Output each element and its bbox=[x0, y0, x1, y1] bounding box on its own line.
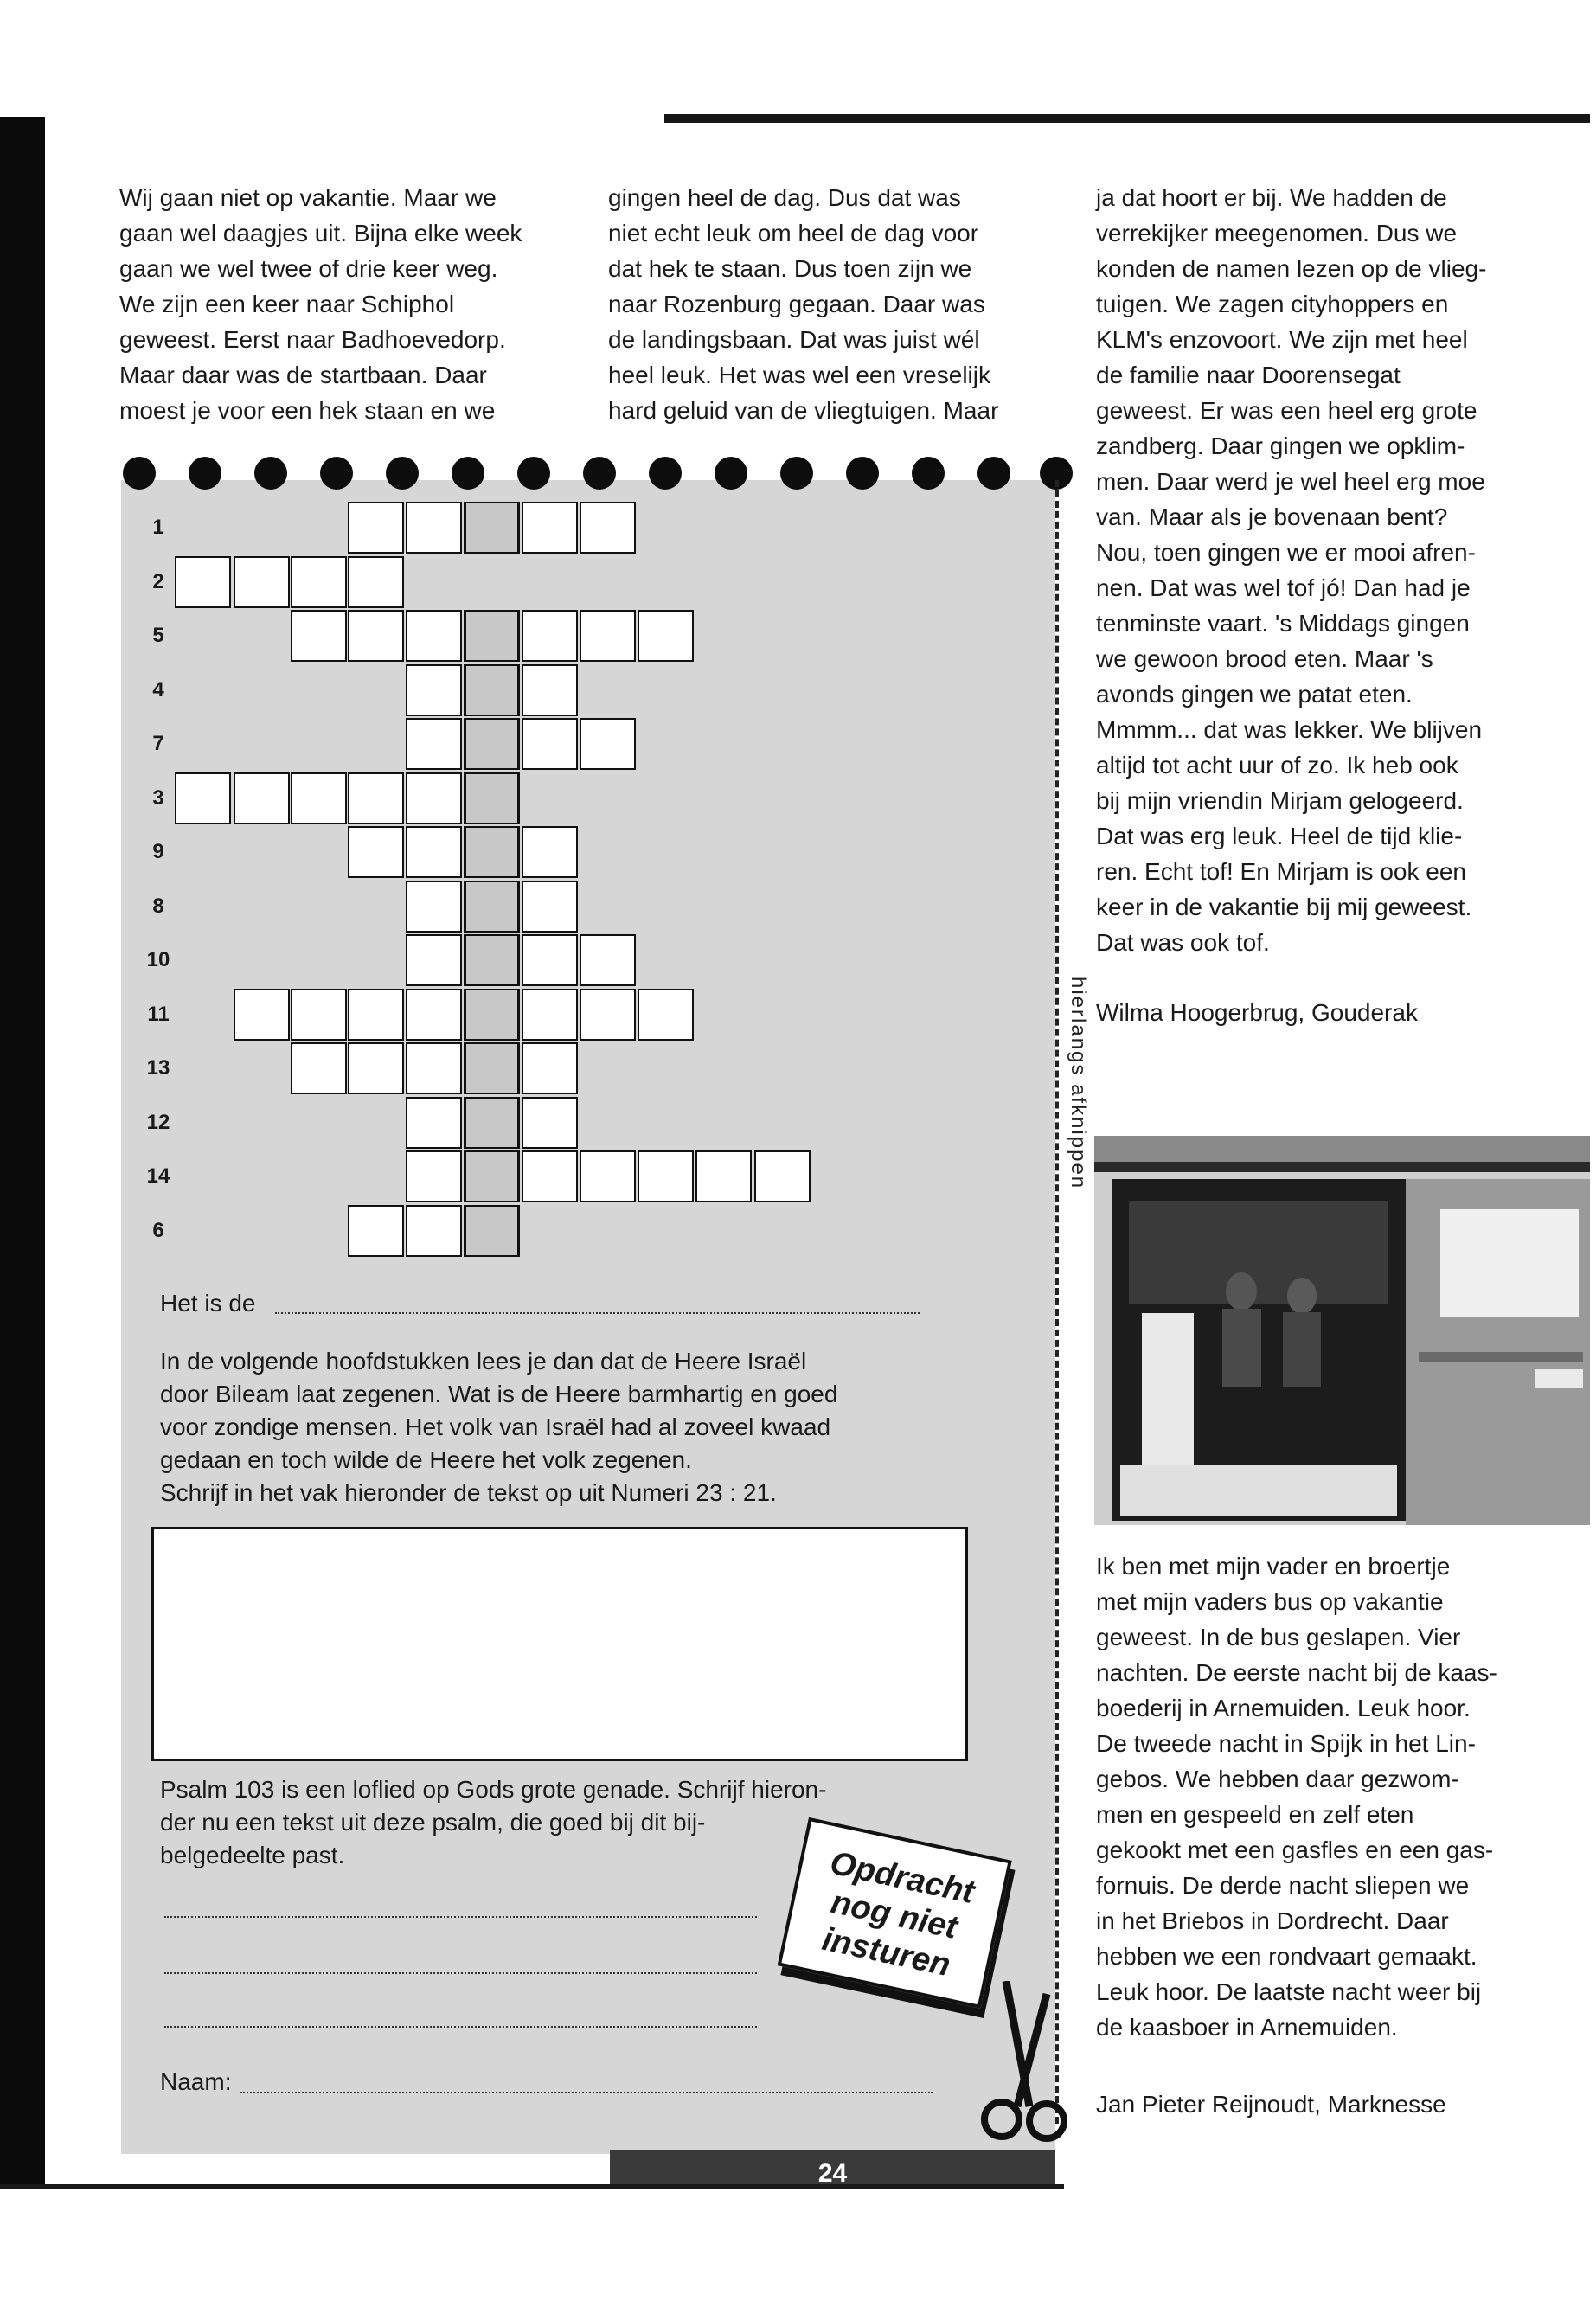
crossword-cell[interactable] bbox=[406, 664, 462, 716]
crossword-cell[interactable] bbox=[580, 502, 636, 554]
photo-van bbox=[1094, 1136, 1590, 1525]
clue-number: 4 bbox=[152, 677, 164, 702]
crossword-cell[interactable] bbox=[175, 772, 231, 824]
crossword-cell[interactable] bbox=[406, 826, 462, 878]
crossword-cell[interactable] bbox=[175, 556, 231, 608]
crossword-cell[interactable] bbox=[522, 934, 578, 986]
crossword-cell[interactable] bbox=[291, 989, 347, 1041]
scissors-icon bbox=[976, 1981, 1071, 2145]
crossword-cell[interactable] bbox=[406, 502, 462, 554]
psalm-line-3[interactable] bbox=[164, 2026, 757, 2028]
instructions-text: In de volgende hoofdstukken lees je dan dat de Heere Israël door Bileam laat zegenen. Wat is de Heere barmhartig en goed voor zondige mensen. Het volk van Israël had al zoveel kwaad gedaan en toch wilde de Heere het volk zegenen. Schrijf in het vak hieronder de tekst op uit Numeri 23 : 21. bbox=[160, 1348, 838, 1506]
signature-jan-pieter: Jan Pieter Reijnoudt, Marknesse bbox=[1096, 2091, 1446, 2118]
crossword-solution-cell[interactable] bbox=[464, 1150, 520, 1202]
crossword-cell[interactable] bbox=[348, 556, 404, 608]
crossword-cell[interactable] bbox=[234, 772, 290, 824]
crossword-cell[interactable] bbox=[522, 610, 578, 662]
crossword-solution-cell[interactable] bbox=[464, 664, 520, 716]
crossword-cell[interactable] bbox=[406, 772, 462, 824]
clue-number: 1 bbox=[152, 516, 164, 539]
clue-number: 10 bbox=[146, 948, 170, 971]
psalm-line-2[interactable] bbox=[164, 1972, 757, 1974]
stamp-do-not-send: Opdracht nog niet insturen bbox=[778, 1817, 1012, 2009]
crossword-cell[interactable] bbox=[406, 881, 462, 933]
clue-number: 7 bbox=[152, 732, 164, 755]
psalm-instructions: Psalm 103 is een loflied op Gods grote genade. Schrijf hieron- der nu een tekst uit deze psalm, die goed bij dit bij- belgedeelte past. bbox=[160, 1776, 827, 1868]
crossword-solution-cell[interactable] bbox=[464, 718, 520, 770]
crossword-solution-cell[interactable] bbox=[464, 502, 520, 554]
name-line[interactable] bbox=[240, 2092, 933, 2093]
crossword-solution-cell[interactable] bbox=[464, 1097, 520, 1149]
crossword-cell[interactable] bbox=[348, 610, 404, 662]
article-column-1 bbox=[119, 180, 586, 428]
clue-number: 9 bbox=[152, 840, 164, 863]
crossword-cell[interactable] bbox=[406, 718, 462, 770]
crossword-cell[interactable] bbox=[234, 989, 290, 1041]
crossword-cell[interactable] bbox=[406, 1097, 462, 1149]
crossword-cell[interactable] bbox=[522, 1097, 578, 1149]
story-jan-pieter: Ik ben met mijn vader en broertje met mijn vaders bus op vakantie geweest. In de bus geslapen. Vier nachten. De eerste nacht bij de kaas- boederij in Arnemuiden. Leuk hoor. De tweede nacht in Spijk in het Lin- gebos. We hebben daar gezwom- men en gespeeld en zelf eten gekookt met een gasfles en een gas- fornuis. De derde nacht sliepen we in het Briebos in Dordrecht. Daar hebben we een rondvaart gemaakt. Leuk hoor. De laatste nacht weer bij de kaasboer in Arnemuiden. bbox=[1096, 1553, 1497, 2041]
clue-number: 8 bbox=[152, 894, 164, 918]
numeri-answer-box[interactable] bbox=[151, 1527, 968, 1761]
crossword-cell[interactable] bbox=[580, 1150, 636, 1202]
crossword-cell[interactable] bbox=[695, 1150, 752, 1202]
top-rule bbox=[664, 114, 1590, 123]
crossword-solution-cell[interactable] bbox=[464, 881, 520, 933]
bottom-rule bbox=[0, 2184, 1064, 2189]
article-text-1: Wij gaan niet op vakantie. Maar we gaan wel daagjes uit. Bijna elke week gaan we wel twee of drie keer weg. We zijn een keer naar Schiphol geweest. Eerst naar Badhoevedorp. Maar daar was de startbaan. Daar moest je voor een hek staan en we bbox=[119, 184, 522, 424]
clue-number: 6 bbox=[152, 1218, 164, 1242]
crossword-cell[interactable] bbox=[406, 1205, 462, 1257]
crossword-cell[interactable] bbox=[580, 934, 636, 986]
crossword-cell[interactable] bbox=[522, 826, 578, 878]
answer-label: Het is de bbox=[160, 1290, 256, 1317]
signature-wilma: Wilma Hoogerbrug, Gouderak bbox=[1096, 999, 1418, 1026]
crossword-cell[interactable] bbox=[638, 1150, 694, 1202]
crossword-cell[interactable] bbox=[291, 556, 347, 608]
page-edge-shadow bbox=[0, 117, 45, 2189]
cut-instruction: hierlangs afknippen bbox=[1066, 973, 1090, 1193]
crossword-cell[interactable] bbox=[638, 610, 694, 662]
crossword-cell[interactable] bbox=[348, 989, 404, 1041]
crossword-solution-cell[interactable] bbox=[464, 934, 520, 986]
crossword-cell[interactable] bbox=[406, 934, 462, 986]
crossword-solution-cell[interactable] bbox=[464, 826, 520, 878]
crossword-solution-cell[interactable] bbox=[464, 772, 520, 824]
crossword-cell[interactable] bbox=[406, 1042, 462, 1094]
clue-number: 2 bbox=[152, 569, 164, 593]
crossword-cell[interactable] bbox=[522, 881, 578, 933]
crossword-cell[interactable] bbox=[406, 610, 462, 662]
crossword-solution-cell[interactable] bbox=[464, 1205, 520, 1257]
crossword-cell[interactable] bbox=[522, 989, 578, 1041]
page-number: 24 bbox=[610, 2150, 1055, 2184]
crossword-cell[interactable] bbox=[522, 718, 578, 770]
crossword-cell[interactable] bbox=[522, 502, 578, 554]
crossword-cell[interactable] bbox=[522, 1042, 578, 1094]
crossword-solution-cell[interactable] bbox=[464, 989, 520, 1041]
clue-number: 11 bbox=[147, 1002, 170, 1026]
name-label: Naam: bbox=[160, 2068, 232, 2095]
crossword-cell[interactable] bbox=[291, 1042, 347, 1094]
crossword-cell[interactable] bbox=[348, 772, 404, 824]
crossword-cell[interactable] bbox=[580, 718, 636, 770]
crossword-cell[interactable] bbox=[406, 1150, 462, 1202]
crossword-cell[interactable] bbox=[580, 989, 636, 1041]
crossword-cell[interactable] bbox=[348, 502, 404, 554]
psalm-line-1[interactable] bbox=[164, 1916, 757, 1918]
clue-number: 12 bbox=[146, 1110, 170, 1134]
article-text-2: gingen heel de dag. Dus dat was niet echt leuk om heel de dag voor dat hek te staan. Dus toen zijn we naar Rozenburg gegaan. Daar was de landingsbaan. Dat was juist wél heel leuk. Het was wel een vreselijk hard geluid van de vliegtuigen. Maar bbox=[608, 184, 999, 424]
crossword-cell[interactable] bbox=[291, 772, 347, 824]
answer-line[interactable] bbox=[275, 1312, 920, 1314]
crossword-cell[interactable] bbox=[406, 989, 462, 1041]
clue-number: 5 bbox=[152, 624, 164, 647]
article-text-3: ja dat hoort er bij. We hadden de verrekijker meegenomen. Dus we konden de namen lezen op de vlieg- tuigen. We zagen cityhoppers en KLM's enzovoort. We zijn met heel de familie naar Doorensegat geweest. Er was een heel erg grote zandberg. Daar gingen we opklim- men. Daar werd je wel heel erg moe van. Maar als je bovenaan bent? Nou, toen gingen we er mooi afren- nen. Dat was wel tof jó! Dan had je tenminste vaart. 's Middags gingen we gewoon brood eten. Maar 's avonds gingen we patat eten. Mmmm... dat was lekker. We blijven altijd tot acht uur of zo. Ik heb ook bij mijn vriendin Mirjam gelogeerd. Dat was erg leuk. Heel de tijd klie- ren. Echt tof! En Mirjam is ook een keer in de vakantie bij mij geweest. Dat was ook tof. bbox=[1096, 184, 1487, 956]
article-column-2 bbox=[608, 180, 1075, 428]
crossword-cell[interactable] bbox=[348, 826, 404, 878]
clue-number: 14 bbox=[146, 1164, 170, 1188]
clue-number: 3 bbox=[152, 785, 164, 810]
crossword-cell[interactable] bbox=[580, 610, 636, 662]
crossword-cell[interactable] bbox=[348, 1042, 404, 1094]
crossword-solution-cell[interactable] bbox=[464, 610, 520, 662]
crossword-cell[interactable] bbox=[522, 664, 578, 716]
binder-dots bbox=[121, 457, 1055, 505]
cut-line bbox=[1055, 480, 1059, 2124]
crossword-cell[interactable] bbox=[291, 610, 347, 662]
crossword-cell[interactable] bbox=[348, 1205, 404, 1257]
article-column-3 bbox=[1096, 180, 1589, 960]
crossword-solution-cell[interactable] bbox=[464, 1042, 520, 1094]
crossword-cell[interactable] bbox=[234, 556, 290, 608]
crossword-cell[interactable] bbox=[638, 989, 694, 1041]
crossword-cell[interactable] bbox=[754, 1150, 811, 1202]
crossword-cell[interactable] bbox=[522, 1150, 578, 1202]
clue-number: 13 bbox=[146, 1056, 170, 1080]
